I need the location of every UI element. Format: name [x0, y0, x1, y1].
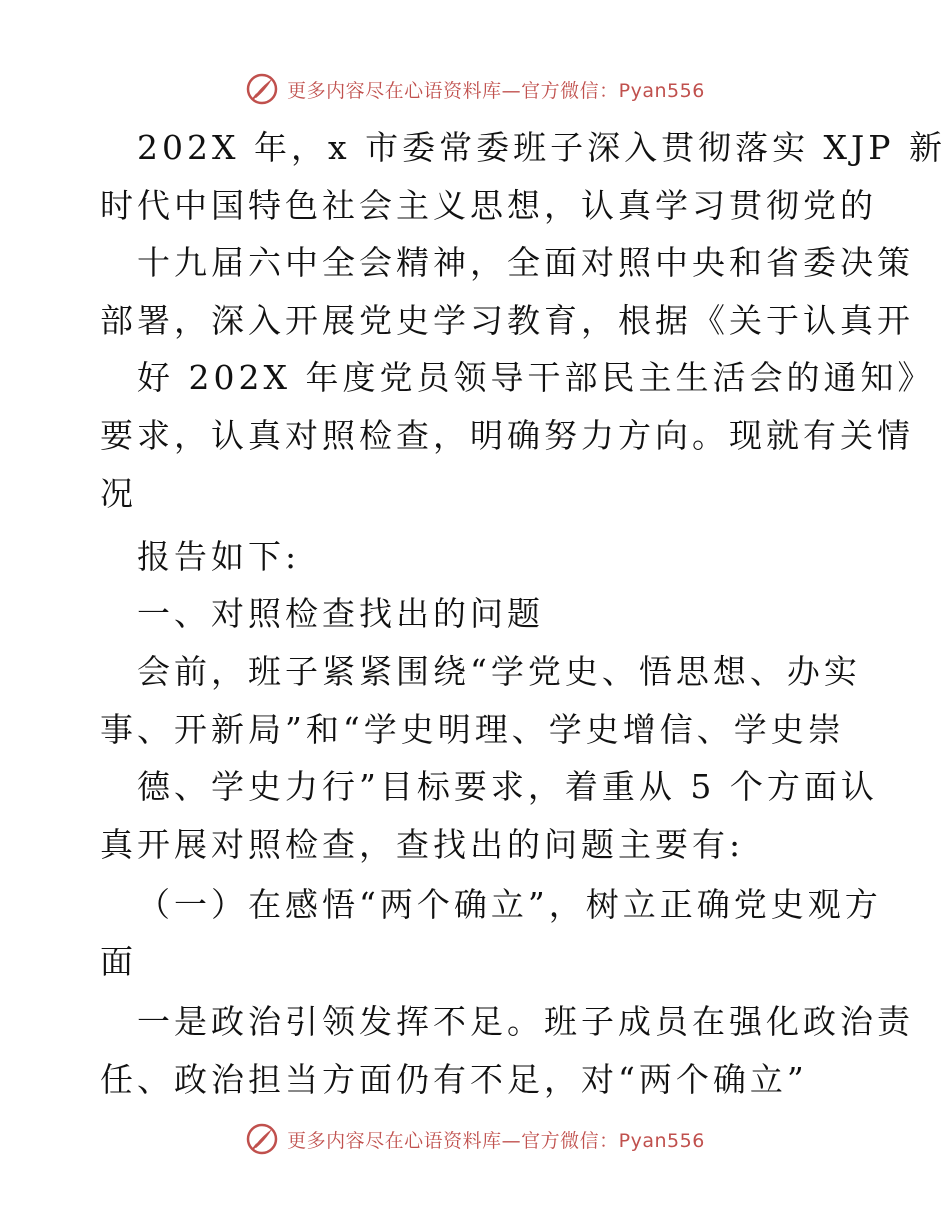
text-line: 况: [100, 474, 137, 513]
watermark-text: 更多内容尽在心语资料库—官方微信：Pyan556: [287, 79, 705, 102]
text-line: 德、学史力行”目标要求，着重从 5 个方面认: [137, 767, 878, 806]
text-line: 会前，班子紧紧围绕“学党史、悟思想、办实: [137, 652, 861, 691]
text-line: 任、政治担当方面仍有不足，对“两个确立”: [100, 1060, 808, 1099]
text-line: 事、开新局”和“学史明理、学史增信、学史崇: [100, 710, 845, 749]
text-line: 时代中国特色社会主义思想，认真学习贯彻党的: [100, 186, 877, 225]
watermark-footer: [0, 1122, 950, 1156]
watermark-text: 更多内容尽在心语资料库—官方微信：Pyan556: [287, 1129, 705, 1152]
text-line: 202X 年，x 市委常委班子深入贯彻落实 XJP 新: [137, 128, 946, 167]
text-line: 一是政治引领发挥不足。班子成员在强化政治责: [137, 1002, 914, 1041]
subsection-heading: （一）在感悟“两个确立”，树立正确党史观方: [137, 885, 882, 924]
section-heading: 一、对照检查找出的问题: [137, 594, 544, 633]
text-line: 报告如下:: [137, 537, 301, 576]
quill-logo-icon: [245, 1122, 279, 1156]
text-line: 部署，深入开展党史学习教育，根据《关于认真开: [100, 301, 914, 340]
text-line: 真开展对照检查，查找出的问题主要有:: [100, 825, 745, 864]
text-line: 要求，认真对照检查，明确努力方向。现就有关情: [100, 416, 914, 455]
text-line: 好 202X 年度党员领导干部民主生活会的通知》: [137, 358, 935, 397]
text-line: 十九届六中全会精神，全面对照中央和省委决策: [137, 243, 914, 282]
text-line: 面: [100, 942, 137, 981]
